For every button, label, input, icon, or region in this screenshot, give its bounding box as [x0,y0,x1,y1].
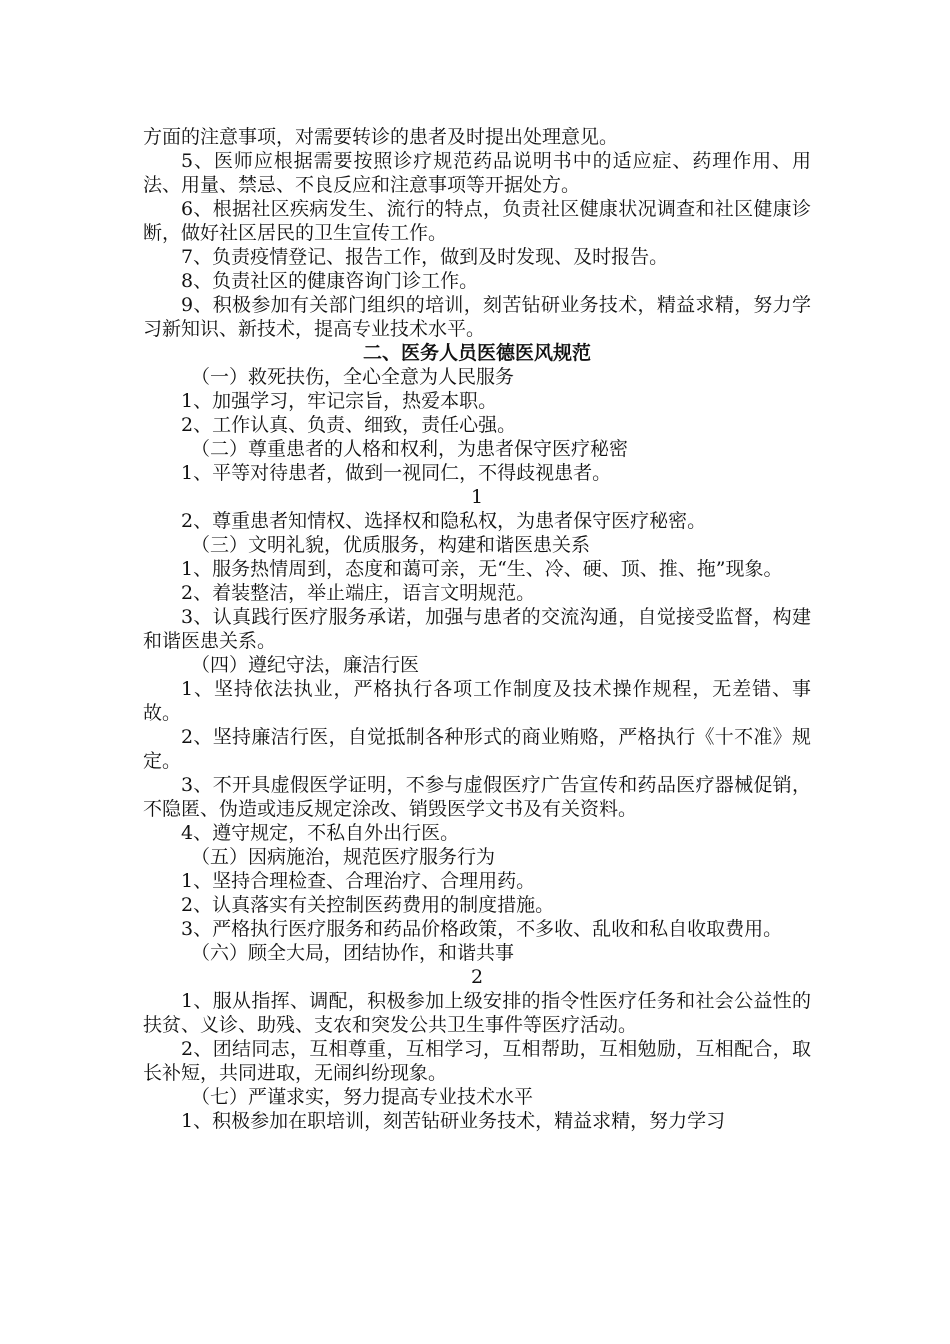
paragraph: 2、认真落实有关控制医药费用的制度措施。 [181,894,555,916]
paragraph: 2、团结同志，互相尊重，互相学习，互相帮助，互相勉励，互相配合，取长补短，共同进取，无闹纠纷现象。 [143,1038,811,1084]
page-number: 1 [470,486,484,508]
paragraph: 8、负责社区的健康咨询门诊工作。 [181,270,479,292]
paragraph-continuation: 方面的注意事项，对需要转诊的患者及时提出处理意见。 [143,126,619,148]
document-body [143,125,811,1133]
subsection-heading: （三）文明礼貌，优质服务，构建和谐医患关系 [191,534,591,556]
paragraph: 3、不开具虚假医学证明，不参与虚假医疗广告宣传和药品医疗器械促销，不隐匿、伪造或违反规定涂改、销毁医学文书及有关资料。 [143,774,811,820]
paragraph: 7、负责疫情登记、报告工作，做到及时发现、及时报告。 [181,246,669,268]
paragraph: 4、遵守规定，不私自外出行医。 [181,822,460,844]
section-heading: 二、医务人员医德医风规范 [362,342,591,364]
paragraph: 1、服从指挥、调配，积极参加上级安排的指令性医疗任务和社会公益性的扶贫、义诊、助残、支农和突发公共卫生事件等医疗活动。 [143,990,811,1036]
paragraph: 6、根据社区疾病发生、流行的特点，负责社区健康状况调查和社区健康诊断，做好社区居民的卫生宣传工作。 [143,198,811,244]
paragraph: 3、严格执行医疗服务和药品价格政策，不多收、乱收和私自收取费用。 [181,918,783,940]
paragraph: 2、坚持廉洁行医，自觉抵制各种形式的商业贿赂，严格执行《十不准》规定。 [143,726,811,772]
subsection-heading: （七）严谨求实，努力提高专业技术水平 [191,1086,534,1108]
page-number: 2 [470,966,484,988]
paragraph: 2、着装整洁，举止端庄，语言文明规范。 [181,582,536,604]
paragraph: 1、坚持合理检查、合理治疗、合理用药。 [181,870,536,892]
paragraph: 1、积极参加在职培训，刻苦钻研业务技术，精益求精，努力学习 [181,1110,726,1132]
subsection-heading: （二）尊重患者的人格和权利，为患者保守医疗秘密 [191,438,629,460]
paragraph: 2、工作认真、负责、细致，责任心强。 [181,414,517,436]
paragraph: 2、尊重患者知情权、选择权和隐私权，为患者保守医疗秘密。 [181,510,707,532]
subsection-heading: （四）遵纪守法，廉洁行医 [191,654,420,676]
paragraph: 9、积极参加有关部门组织的培训，刻苦钻研业务技术，精益求精，努力学习新知识、新技术，提高专业技术水平。 [143,294,811,340]
subsection-heading: （一）救死扶伤，全心全意为人民服务 [191,366,515,388]
paragraph: 3、认真践行医疗服务承诺，加强与患者的交流沟通，自觉接受监督，构建和谐医患关系。 [143,606,811,652]
paragraph: 1、服务热情周到，态度和蔼可亲，无“生、冷、硬、顶、推、拖”现象。 [181,558,783,580]
subsection-heading: （六）顾全大局，团结协作，和谐共事 [191,942,515,964]
paragraph: 5、医师应根据需要按照诊疗规范药品说明书中的适应症、药理作用、用法、用量、禁忌、不良反应和注意事项等开据处方。 [143,150,811,196]
paragraph: 1、平等对待患者，做到一视同仁，不得歧视患者。 [181,462,612,484]
paragraph: 1、加强学习，牢记宗旨，热爱本职。 [181,390,498,412]
subsection-heading: （五）因病施治，规范医疗服务行为 [191,846,496,868]
paragraph: 1、坚持依法执业，严格执行各项工作制度及技术操作规程，无差错、事故。 [143,678,811,724]
